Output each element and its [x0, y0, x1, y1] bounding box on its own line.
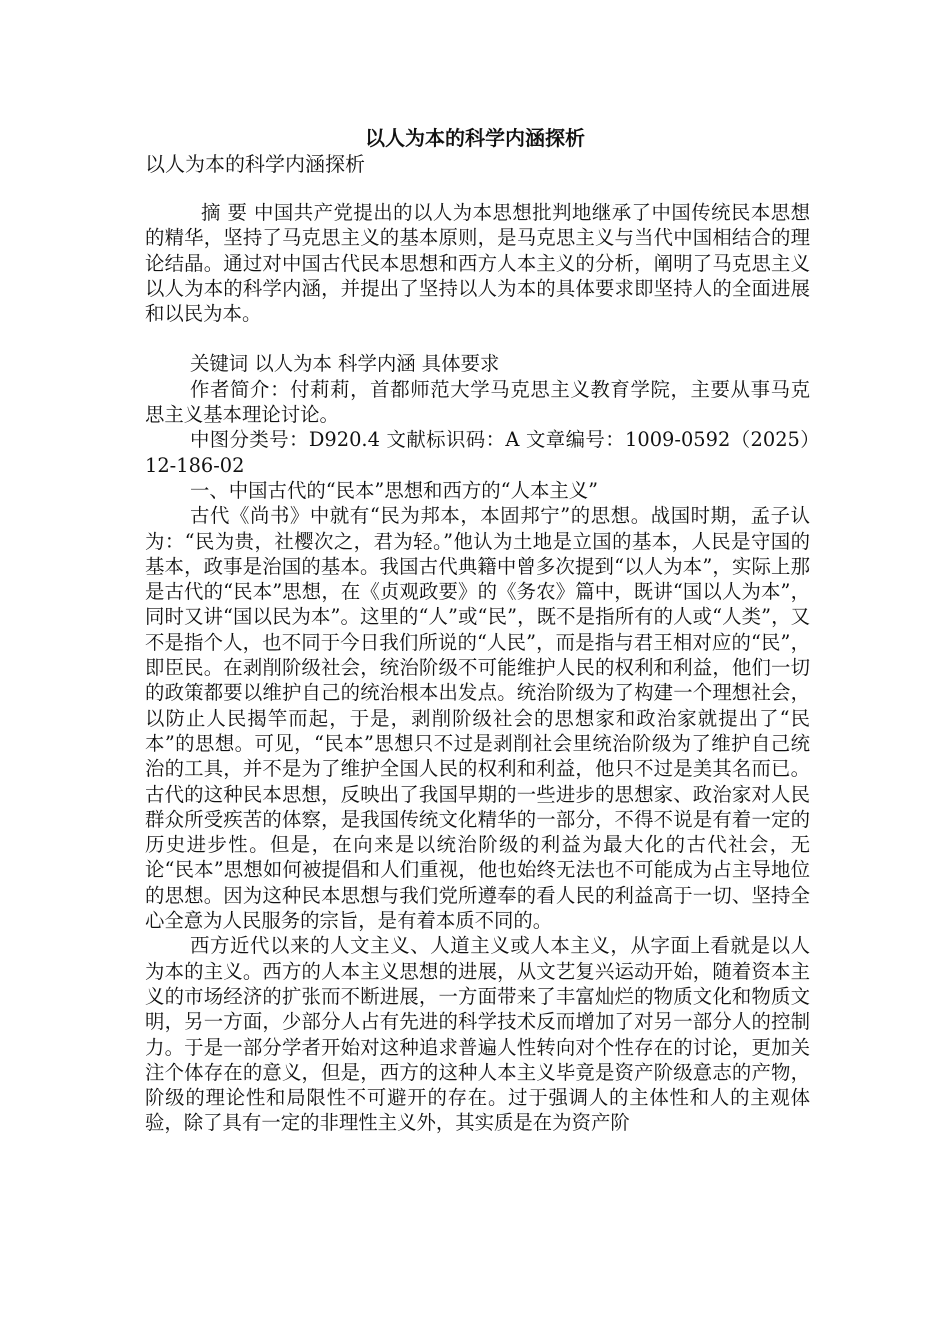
- document-title: 以人为本的科学内涵探析: [365, 126, 585, 150]
- body-paragraph-2: 西方近代以来的人文主义、人道主义或人本主义，从字面上看就是以人为本的主义。西方的人本主义思想的进展，从文艺复兴运动开始，随着资本主义的市场经济的扩张而不断进展，一方面带来了丰富灿烂的物质文化和物质文明，另一方面，少部分人占有先进的科学技术反而增加了对另一部分人的控制力。于是一部分学者开始对这种追求普遍人性转向对个性存在的讨论，更加关注个体存在的意义，但是，西方的这种人本主义毕竟是资产阶级意志的产物，阶级的理论性和局限性不可避开的存在。过于强调人的主体性和人的主观体验，除了具有一定的非理性主义外，其实质是在为资产阶: [145, 934, 810, 1135]
- keywords-line: 关键词 以人为本 科学内涵 具体要求: [190, 352, 500, 376]
- paragraph-spacer: [145, 326, 810, 351]
- body-paragraph-1: 古代《尚书》中就有“民为邦本，本固邦宁”的思想。战国时期，孟子认为：“民为贵，社樱次之，君为轻。”他认为土地是立国的基本，人民是守国的基本，政事是治国的基本。我国古代典籍中曾多次提到“以人为本”，实际上那是古代的“民本”思想，在《贞观政要》的《务农》篇中，既讲“国以人为本”，同时又讲“国以民为本”。这里的“人”或“民”，既不是指所有的人或“人类”，又不是指个人，也不同于今日我们所说的“人民”，而是指与君王相对应的“民”，即臣民。在剥削阶级社会，统治阶级不可能维护人民的权利和利益，他们一切的政策都要以维护自己的统治根本出发点。统治阶级为了构建一个理想社会，以防止人民揭竿而起，于是，剥削阶级社会的思想家和政治家就提出了“民本”的思想。可见，“民本”思想只不过是剥削社会里统治阶级为了维护自己统治的工具，并不是为了维护全国人民的权利和利益，他只不过是美其名而已。古代的这种民本思想，反映出了我国早期的一些进步的思想家、政治家对人民群众所受疾苦的体察，是我国传统文化精华的一部分，不得不说是有着一定的历史进步性。但是，在向来是以统治阶级的利益为最大化的古代社会，无论“民本”思想如何被提倡和人们重视，他也始终无法也不可能成为占主导地位的思想。因为这种民本思想与我们党所遵奉的看人民的利益高于一切、坚持全心全意为人民服务的宗旨，是有着本质不同的。: [145, 504, 810, 933]
- document-body: [145, 200, 810, 1136]
- abstract-paragraph: 摘 要 中国共产党提出的以人为本思想批判地继承了中国传统民本思想的精华，坚持了马克思主义的基本原则，是马克思主义与当代中国相结合的理论结晶。通过对中国古代民本思想和西方人本主义的分析，阐明了马克思主义以人为本的科学内涵，并提出了坚持以人为本的具体要求即坚持人的全面进展和以民为本。: [145, 201, 810, 326]
- author-info: 作者简介：付莉莉，首都师范大学马克思主义教育学院，主要从事马克思主义基本理论讨论。: [145, 377, 810, 427]
- section-heading: 一、中国古代的“民本”思想和西方的“人本主义”: [190, 478, 599, 502]
- document-subtitle: 以人为本的科学内涵探析: [145, 152, 365, 176]
- classification-line: 中图分类号：D920.4 文献标识码：A 文章编号：1009-0592（2025）12-186-02: [145, 428, 810, 477]
